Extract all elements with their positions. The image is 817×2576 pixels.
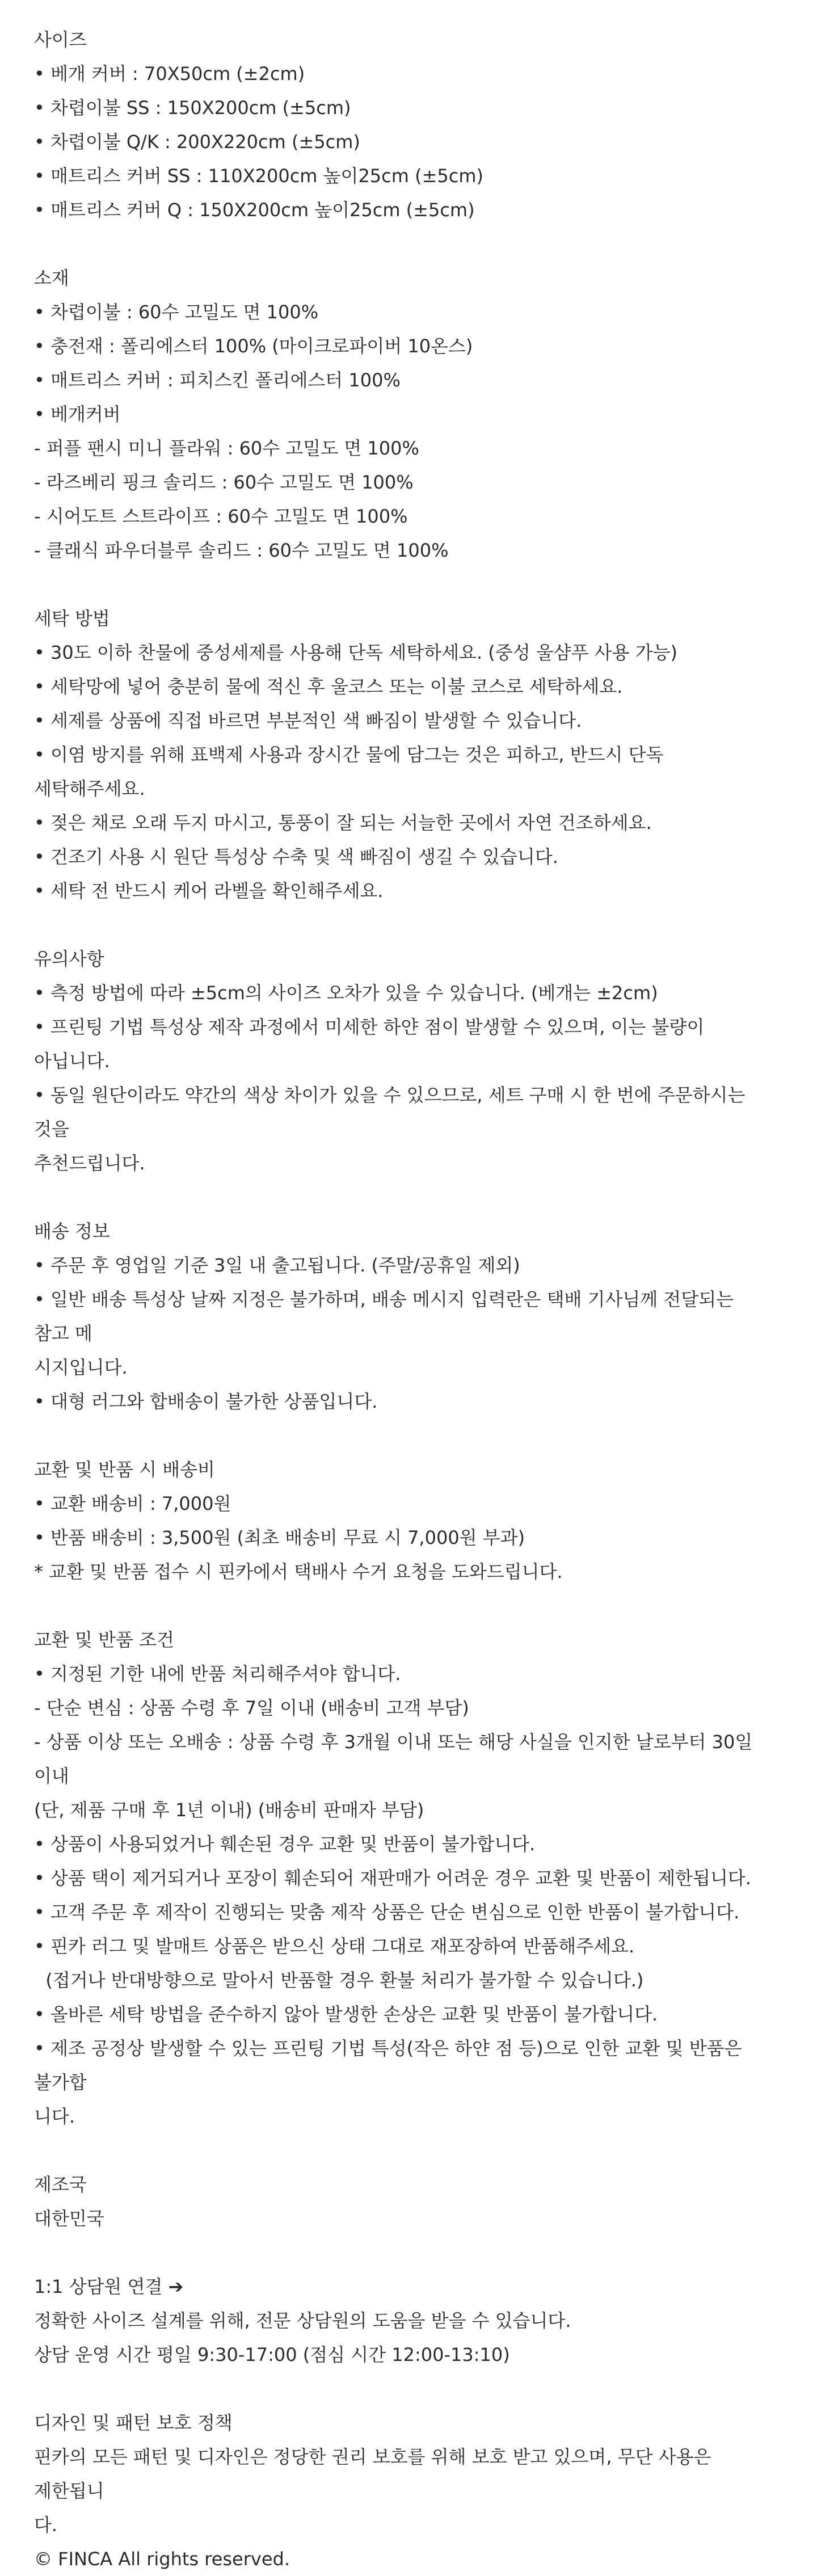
material-item: • 차렵이불 : 60수 고밀도 면 100% (34, 301, 319, 323)
return-terms-item: - 상품 이상 또는 오배송 : 상품 수령 후 3개월 이내 또는 해당 사실을 인지한 날로부터 30일 이내 (34, 1731, 759, 1787)
consult-description: 정확한 사이즈 설계를 위해, 전문 상담원의 도움을 받을 수 있습니다. (34, 2310, 571, 2331)
caution-item: • 동일 원단이라도 약간의 색상 차이가 있을 수 있으므로, 세트 구매 시 한 번에 주문하시는 것을 (34, 1084, 751, 1140)
shipping-item: • 주문 후 영업일 기준 3일 내 출고됩니다. (주말/공휴일 제외) (34, 1255, 520, 1276)
size-section (34, 23, 817, 227)
material-section-title: 소재 (34, 267, 69, 289)
caution-item: 추천드립니다. (34, 1152, 145, 1174)
section-gap (34, 1180, 817, 1214)
design-policy-text: 다. (34, 2514, 58, 2536)
shipping-item: • 대형 러그와 합배송이 불가한 상품입니다. (34, 1391, 378, 1412)
caution-item: • 측정 방법에 따라 ±5cm의 사이즈 오차가 있을 수 있습니다. (베개는 ±2cm) (34, 982, 658, 1004)
section-gap (34, 567, 817, 601)
return-terms-item: • 상품이 사용되었거나 훼손된 경우 교환 및 반품이 불가합니다. (34, 1833, 536, 1855)
section-gap (34, 2236, 817, 2270)
size-item-mattress-cover-ss: • 매트리스 커버 SS : 110X200cm 높이25cm (±5cm) (34, 165, 484, 187)
material-item: - 시어도트 스트라이프 : 60수 고밀도 면 100% (34, 506, 408, 527)
section-gap (34, 2133, 817, 2167)
material-item: • 매트리스 커버 : 피치스킨 폴리에스터 100% (34, 369, 401, 391)
return-terms-item: • 제조 공정상 발생할 수 있는 프린팅 기법 특성(작은 하얀 점 등)으로 인한 교환 및 반품은 불가합 (34, 2038, 748, 2093)
washing-section (34, 601, 817, 908)
material-section (34, 261, 817, 567)
consult-link[interactable]: 1:1 상담원 연결 ➔ (34, 2276, 184, 2297)
shipping-item: 시지입니다. (34, 1357, 128, 1378)
return-terms-item: (접거나 반대방향으로 말아서 반품할 경우 환불 처리가 불가할 수 있습니다.) (34, 1969, 644, 1991)
return-terms-item: - 단순 변심 : 상품 수령 후 7일 이내 (배송비 고객 부담) (34, 1697, 469, 1719)
origin-value: 대한민국 (34, 2208, 104, 2229)
washing-item: • 이염 방지를 위해 표백제 사용과 장시간 물에 담그는 것은 피하고, 반드시 단독 세탁해주세요. (34, 744, 669, 799)
origin-section (34, 2167, 817, 2236)
washing-item: • 세탁망에 넣어 충분히 물에 적신 후 울코스 또는 이불 코스로 세탁하세요. (34, 676, 623, 697)
return-fee-item: • 교환 배송비 : 7,000원 (34, 1493, 231, 1514)
washing-item: • 젖은 채로 오래 두지 마시고, 통풍이 잘 되는 서늘한 곳에서 자연 건조하세요. (34, 812, 652, 834)
size-item-comforter-qk: • 차렵이불 Q/K : 200X220cm (±5cm) (34, 131, 360, 153)
consult-section (34, 2270, 817, 2372)
shipping-item: • 일반 배송 특성상 날짜 지정은 불가하며, 배송 메시지 입력란은 택배 기사님께 전달되는 참고 메 (34, 1289, 740, 1344)
return-terms-section-title: 교환 및 반품 조건 (34, 1629, 174, 1651)
material-item: - 퍼플 팬시 미니 플라워 : 60수 고밀도 면 100% (34, 437, 419, 459)
return-terms-section (34, 1623, 817, 2133)
return-fee-item: * 교환 및 반품 접수 시 핀카에서 택배사 수거 요청을 도와드립니다. (34, 1561, 563, 1582)
consult-hours: 상담 운영 시간 평일 9:30-17:00 (점심 시간 12:00-13:10) (34, 2344, 510, 2365)
return-terms-item: • 올바른 세탁 방법을 준수하지 않아 발생한 손상은 교환 및 반품이 불가합니다. (34, 2003, 658, 2025)
size-item-comforter-ss: • 차렵이불 SS : 150X200cm (±5cm) (34, 97, 351, 119)
design-policy-text: 핀카의 모든 패턴 및 디자인은 정당한 권리 보호를 위해 보호 받고 있으며, 무단 사용은 제한됩니 (34, 2446, 717, 2502)
caution-section-title: 유의사항 (34, 948, 104, 970)
material-item: - 라즈베리 핑크 솔리드 : 60수 고밀도 면 100% (34, 472, 414, 493)
washing-item: • 30도 이하 찬물에 중성세제를 사용해 단독 세탁하세요. (중성 울샴푸 사용 가능) (34, 642, 677, 663)
return-fee-section (34, 1453, 817, 1589)
shipping-section-title: 배송 정보 (34, 1220, 110, 1242)
material-item: - 클래식 파우더블루 솔리드 : 60수 고밀도 면 100% (34, 540, 449, 561)
washing-item: • 세탁 전 반드시 케어 라벨을 확인해주세요. (34, 880, 384, 902)
design-policy-title: 디자인 및 패턴 보호 정책 (34, 2412, 233, 2434)
material-item: • 충전재 : 폴리에스터 100% (마이크로파이버 10온스) (34, 335, 473, 357)
size-item-mattress-cover-q: • 매트리스 커버 Q : 150X200cm 높이25cm (±5cm) (34, 199, 475, 221)
section-gap (34, 908, 817, 942)
section-gap (34, 1589, 817, 1623)
design-policy-section (34, 2406, 817, 2576)
section-gap (34, 1419, 817, 1453)
return-terms-item: • 고객 주문 후 제작이 진행되는 맞춤 제작 상품은 단순 변심으로 인한 반품이 불가합니다. (34, 1901, 740, 1923)
origin-section-title: 제조국 (34, 2174, 87, 2195)
return-terms-item: • 지정된 기한 내에 반품 처리해주셔야 합니다. (34, 1663, 401, 1685)
return-terms-item: • 상품 택이 제거되거나 포장이 훼손되어 재판매가 어려운 경우 교환 및 반품이 제한됩니다. (34, 1867, 751, 1889)
caution-section (34, 942, 817, 1180)
size-section-title: 사이즈 (34, 29, 87, 50)
washing-item: • 세제를 상품에 직접 바르면 부분적인 색 빠짐이 발생할 수 있습니다. (34, 710, 582, 731)
washing-item: • 건조기 사용 시 원단 특성상 수축 및 색 빠짐이 생길 수 있습니다. (34, 846, 558, 868)
return-terms-item: (단, 제품 구매 후 1년 이내) (배송비 판매자 부담) (34, 1799, 424, 1821)
return-fee-section-title: 교환 및 반품 시 배송비 (34, 1459, 215, 1480)
section-gap (34, 2372, 817, 2406)
return-terms-item: • 핀카 러그 및 발매트 상품은 받으신 상태 그대로 재포장하여 반품해주세요. (34, 1935, 635, 1957)
washing-section-title: 세탁 방법 (34, 608, 110, 629)
return-terms-item: 니다. (34, 2106, 75, 2127)
size-item-pillow-cover: • 베개 커버 : 70X50cm (±2cm) (34, 63, 305, 85)
caution-item: • 프린팅 기법 특성상 제작 과정에서 미세한 하얀 점이 발생할 수 있으며, 이는 불량이 아닙니다. (34, 1016, 710, 1072)
return-fee-item: • 반품 배송비 : 3,500원 (최초 배송비 무료 시 7,000원 부과) (34, 1527, 525, 1548)
copyright-text: © FINCA All rights reserved. (34, 2548, 290, 2570)
shipping-section (34, 1214, 817, 1419)
section-gap (34, 227, 817, 261)
material-item: • 베개커버 (34, 403, 121, 425)
